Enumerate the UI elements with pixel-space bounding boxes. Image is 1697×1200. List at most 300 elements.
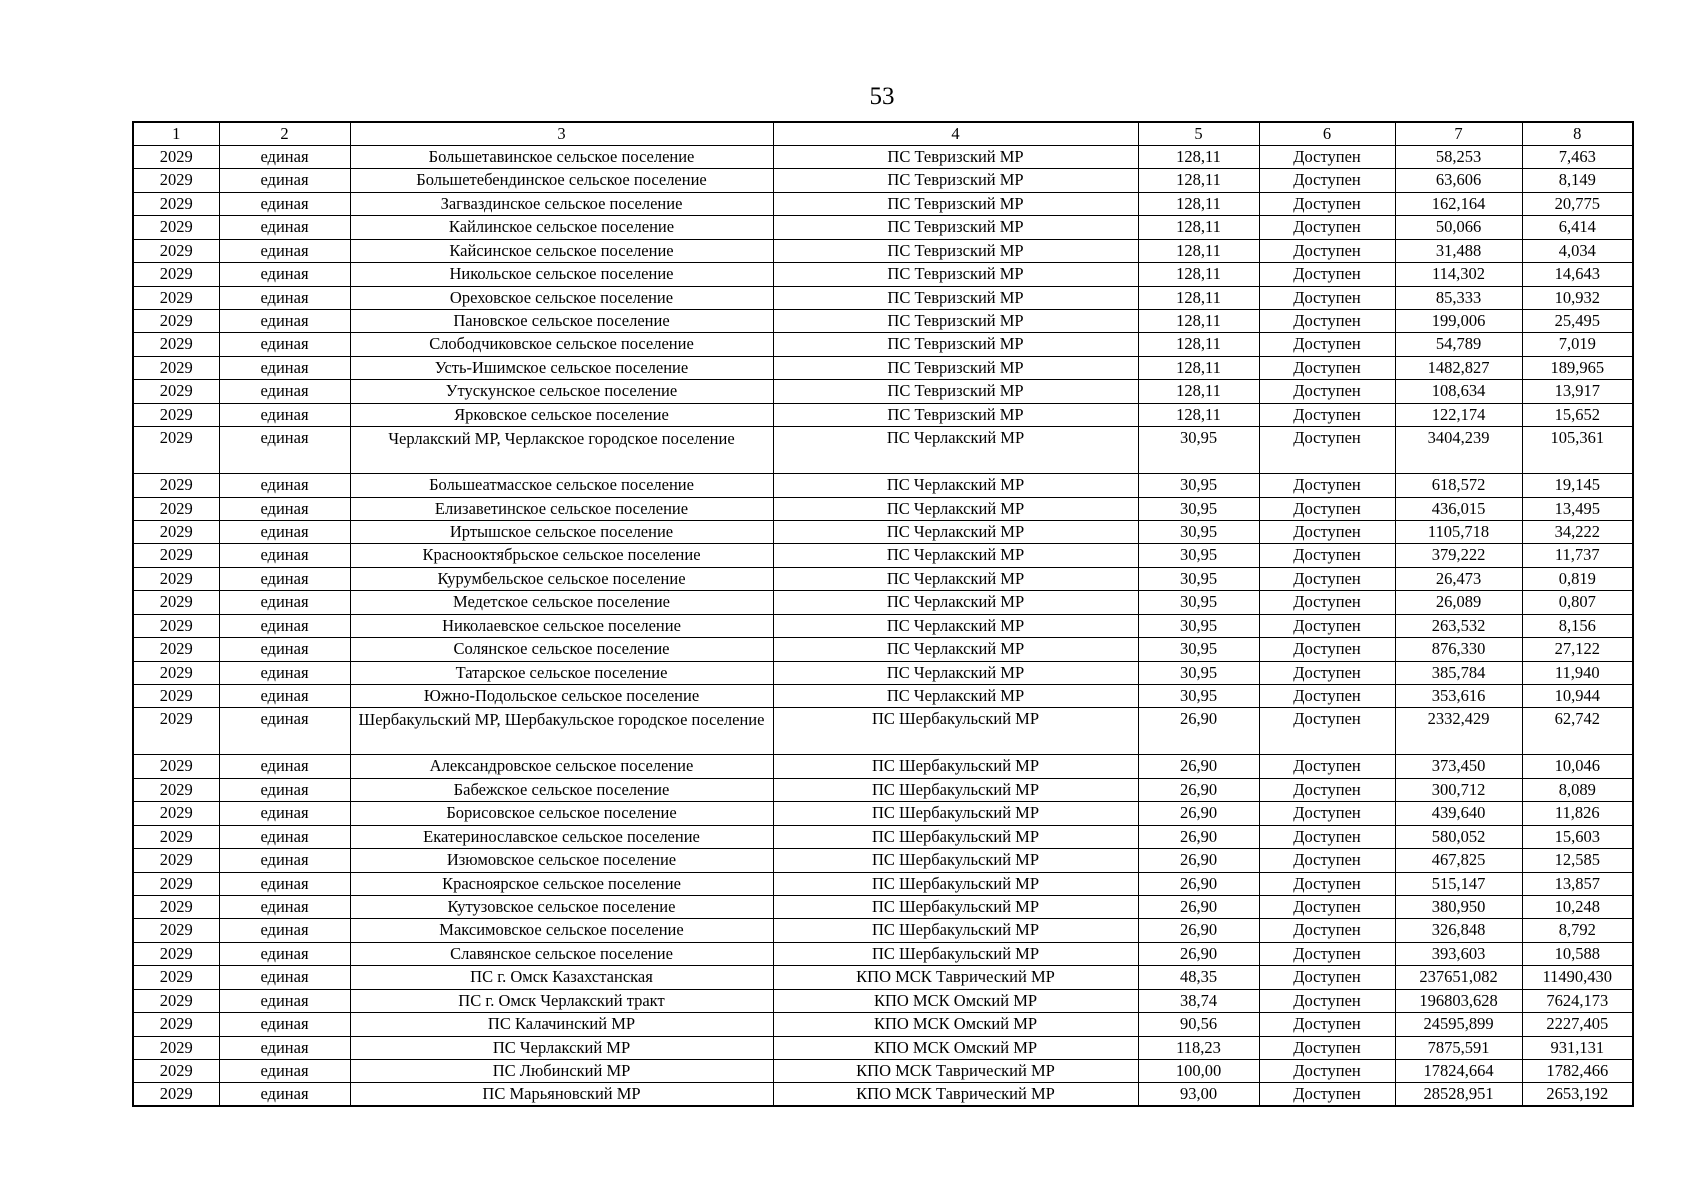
table-row [133, 966, 1633, 989]
cell-year: 2029 [133, 239, 219, 262]
table-row [133, 192, 1633, 215]
cell-type: единая [219, 872, 350, 895]
cell-status: Доступен [1259, 1013, 1395, 1036]
cell-settlement: Загваздинское сельское поселение [350, 192, 773, 215]
cell-value-8: 10,248 [1522, 895, 1633, 918]
cell-year: 2029 [133, 333, 219, 356]
cell-year: 2029 [133, 942, 219, 965]
cell-status: Доступен [1259, 497, 1395, 520]
cell-type: единая [219, 895, 350, 918]
cell-status: Доступен [1259, 520, 1395, 543]
cell-status: Доступен [1259, 544, 1395, 567]
cell-value-5: 48,35 [1138, 966, 1259, 989]
cell-value-7: 373,450 [1395, 755, 1522, 778]
table-body [133, 145, 1633, 1106]
cell-value-8: 7,463 [1522, 145, 1633, 168]
cell-year: 2029 [133, 802, 219, 825]
cell-type: единая [219, 708, 350, 755]
cell-value-7: 31,488 [1395, 239, 1522, 262]
cell-value-7: 85,333 [1395, 286, 1522, 309]
table-row [133, 356, 1633, 379]
table-row [133, 802, 1633, 825]
cell-value-7: 439,640 [1395, 802, 1522, 825]
cell-type: единая [219, 544, 350, 567]
cell-settlement: Южно-Подольское сельское поселение [350, 685, 773, 708]
cell-value-5: 128,11 [1138, 216, 1259, 239]
cell-value-5: 26,90 [1138, 942, 1259, 965]
cell-value-5: 128,11 [1138, 356, 1259, 379]
cell-value-5: 90,56 [1138, 1013, 1259, 1036]
cell-year: 2029 [133, 591, 219, 614]
table-row [133, 942, 1633, 965]
cell-status: Доступен [1259, 942, 1395, 965]
cell-type: единая [219, 661, 350, 684]
data-table [132, 121, 1634, 1107]
cell-type: единая [219, 474, 350, 497]
cell-value-7: 436,015 [1395, 497, 1522, 520]
cell-settlement: Курумбельское сельское поселение [350, 567, 773, 590]
cell-value-5: 30,95 [1138, 661, 1259, 684]
cell-status: Доступен [1259, 685, 1395, 708]
cell-source: ПС Шербакульский МР [773, 802, 1138, 825]
cell-type: единая [219, 1036, 350, 1059]
table-row [133, 403, 1633, 426]
cell-source: ПС Черлакский МР [773, 661, 1138, 684]
cell-source: КПО МСК Омский МР [773, 989, 1138, 1012]
cell-status: Доступен [1259, 849, 1395, 872]
table-row [133, 849, 1633, 872]
cell-status: Доступен [1259, 755, 1395, 778]
cell-source: ПС Черлакский МР [773, 474, 1138, 497]
cell-source: ПС Шербакульский МР [773, 778, 1138, 801]
cell-year: 2029 [133, 661, 219, 684]
cell-source: ПС Тевризский МР [773, 356, 1138, 379]
cell-source: ПС Черлакский МР [773, 497, 1138, 520]
cell-status: Доступен [1259, 333, 1395, 356]
cell-status: Доступен [1259, 474, 1395, 497]
table-row [133, 567, 1633, 590]
cell-status: Доступен [1259, 778, 1395, 801]
cell-settlement: Николаевское сельское поселение [350, 614, 773, 637]
cell-value-8: 11,940 [1522, 661, 1633, 684]
cell-status: Доступен [1259, 356, 1395, 379]
cell-status: Доступен [1259, 1060, 1395, 1083]
cell-status: Доступен [1259, 895, 1395, 918]
cell-year: 2029 [133, 286, 219, 309]
cell-settlement: Елизаветинское сельское поселение [350, 497, 773, 520]
cell-value-7: 385,784 [1395, 661, 1522, 684]
cell-value-7: 108,634 [1395, 380, 1522, 403]
cell-status: Доступен [1259, 872, 1395, 895]
cell-settlement: Усть-Ишимское сельское поселение [350, 356, 773, 379]
cell-value-5: 26,90 [1138, 755, 1259, 778]
cell-status: Доступен [1259, 239, 1395, 262]
cell-value-7: 199,006 [1395, 310, 1522, 333]
table-row [133, 638, 1633, 661]
table-row [133, 474, 1633, 497]
cell-value-7: 515,147 [1395, 872, 1522, 895]
cell-year: 2029 [133, 778, 219, 801]
cell-type: единая [219, 497, 350, 520]
cell-value-7: 24595,899 [1395, 1013, 1522, 1036]
table-row [133, 872, 1633, 895]
cell-status: Доступен [1259, 310, 1395, 333]
cell-value-5: 26,90 [1138, 895, 1259, 918]
cell-source: ПС Шербакульский МР [773, 755, 1138, 778]
cell-value-7: 28528,951 [1395, 1083, 1522, 1106]
cell-value-8: 8,156 [1522, 614, 1633, 637]
cell-value-5: 26,90 [1138, 778, 1259, 801]
cell-settlement: Татарское сельское поселение [350, 661, 773, 684]
cell-source: ПС Черлакский МР [773, 614, 1138, 637]
cell-value-5: 26,90 [1138, 825, 1259, 848]
cell-settlement: Ореховское сельское поселение [350, 286, 773, 309]
cell-value-8: 2227,405 [1522, 1013, 1633, 1036]
cell-year: 2029 [133, 755, 219, 778]
cell-source: ПС Черлакский МР [773, 591, 1138, 614]
table-row [133, 216, 1633, 239]
cell-value-5: 128,11 [1138, 403, 1259, 426]
cell-type: единая [219, 333, 350, 356]
cell-source: ПС Шербакульский МР [773, 825, 1138, 848]
cell-year: 2029 [133, 310, 219, 333]
header-row [133, 122, 1633, 145]
cell-settlement: Бабежское сельское поселение [350, 778, 773, 801]
cell-settlement: Кайсинское сельское поселение [350, 239, 773, 262]
cell-value-8: 10,588 [1522, 942, 1633, 965]
cell-year: 2029 [133, 825, 219, 848]
table-row [133, 263, 1633, 286]
cell-type: единая [219, 685, 350, 708]
cell-source: ПС Черлакский МР [773, 685, 1138, 708]
cell-source: ПС Тевризский МР [773, 216, 1138, 239]
cell-settlement: Большеатмасское сельское поселение [350, 474, 773, 497]
header-cell: 1 [133, 122, 219, 145]
cell-source: ПС Тевризский МР [773, 310, 1138, 333]
cell-year: 2029 [133, 966, 219, 989]
table-row [133, 778, 1633, 801]
cell-type: единая [219, 849, 350, 872]
cell-settlement: Иртышское сельское поселение [350, 520, 773, 543]
cell-value-7: 26,089 [1395, 591, 1522, 614]
cell-settlement: Кайлинское сельское поселение [350, 216, 773, 239]
cell-source: ПС Черлакский МР [773, 544, 1138, 567]
table-row [133, 1013, 1633, 1036]
cell-type: единая [219, 1083, 350, 1106]
cell-settlement: Ярковское сельское поселение [350, 403, 773, 426]
cell-source: ПС Тевризский МР [773, 403, 1138, 426]
cell-value-8: 8,089 [1522, 778, 1633, 801]
table-row [133, 825, 1633, 848]
cell-type: единая [219, 919, 350, 942]
cell-value-5: 93,00 [1138, 1083, 1259, 1106]
cell-value-5: 118,23 [1138, 1036, 1259, 1059]
cell-settlement: ПС Любинский МР [350, 1060, 773, 1083]
cell-value-8: 1782,466 [1522, 1060, 1633, 1083]
cell-settlement: Изюмовское сельское поселение [350, 849, 773, 872]
header-cell: 4 [773, 122, 1138, 145]
cell-type: единая [219, 778, 350, 801]
cell-value-5: 30,95 [1138, 567, 1259, 590]
cell-settlement: Никольское сельское поселение [350, 263, 773, 286]
table-row [133, 685, 1633, 708]
cell-value-7: 1482,827 [1395, 356, 1522, 379]
table-row [133, 169, 1633, 192]
cell-source: ПС Шербакульский МР [773, 942, 1138, 965]
cell-year: 2029 [133, 380, 219, 403]
table-row [133, 286, 1633, 309]
cell-settlement: Борисовское сельское поселение [350, 802, 773, 825]
header-cell: 7 [1395, 122, 1522, 145]
cell-source: ПС Тевризский МР [773, 286, 1138, 309]
cell-settlement: Большетебендинское сельское поселение [350, 169, 773, 192]
cell-status: Доступен [1259, 427, 1395, 474]
cell-value-5: 128,11 [1138, 263, 1259, 286]
header-cell: 6 [1259, 122, 1395, 145]
table-row [133, 708, 1633, 755]
cell-value-8: 931,131 [1522, 1036, 1633, 1059]
cell-status: Доступен [1259, 989, 1395, 1012]
table-row [133, 333, 1633, 356]
cell-value-8: 105,361 [1522, 427, 1633, 474]
cell-type: единая [219, 755, 350, 778]
table-row [133, 755, 1633, 778]
table-row [133, 497, 1633, 520]
cell-value-8: 7624,173 [1522, 989, 1633, 1012]
cell-value-7: 326,848 [1395, 919, 1522, 942]
cell-year: 2029 [133, 427, 219, 474]
cell-settlement: Кутузовское сельское поселение [350, 895, 773, 918]
cell-year: 2029 [133, 520, 219, 543]
cell-value-7: 3404,239 [1395, 427, 1522, 474]
cell-value-7: 63,606 [1395, 169, 1522, 192]
cell-source: ПС Тевризский МР [773, 263, 1138, 286]
cell-value-7: 380,950 [1395, 895, 1522, 918]
cell-value-7: 122,174 [1395, 403, 1522, 426]
cell-settlement: Шербакульский МР, Шербакульское городское поселение [350, 708, 773, 755]
cell-type: единая [219, 145, 350, 168]
cell-status: Доступен [1259, 661, 1395, 684]
cell-year: 2029 [133, 1060, 219, 1083]
table-row [133, 544, 1633, 567]
cell-settlement: Красноярское сельское поселение [350, 872, 773, 895]
table-row [133, 1036, 1633, 1059]
cell-type: единая [219, 403, 350, 426]
cell-type: единая [219, 942, 350, 965]
header-cell: 8 [1522, 122, 1633, 145]
cell-status: Доступен [1259, 919, 1395, 942]
cell-value-5: 30,95 [1138, 638, 1259, 661]
cell-value-7: 58,253 [1395, 145, 1522, 168]
cell-value-7: 2332,429 [1395, 708, 1522, 755]
cell-type: единая [219, 520, 350, 543]
cell-value-8: 19,145 [1522, 474, 1633, 497]
cell-value-8: 27,122 [1522, 638, 1633, 661]
cell-year: 2029 [133, 895, 219, 918]
cell-value-8: 8,149 [1522, 169, 1633, 192]
cell-type: единая [219, 239, 350, 262]
cell-type: единая [219, 263, 350, 286]
cell-value-5: 38,74 [1138, 989, 1259, 1012]
cell-value-8: 8,792 [1522, 919, 1633, 942]
cell-value-5: 26,90 [1138, 849, 1259, 872]
cell-settlement: Максимовское сельское поселение [350, 919, 773, 942]
cell-settlement: Черлакский МР, Черлакское городское поселение [350, 427, 773, 474]
cell-value-8: 11,737 [1522, 544, 1633, 567]
table-row [133, 520, 1633, 543]
cell-status: Доступен [1259, 802, 1395, 825]
cell-status: Доступен [1259, 145, 1395, 168]
cell-value-5: 26,90 [1138, 802, 1259, 825]
cell-source: КПО МСК Омский МР [773, 1036, 1138, 1059]
cell-value-7: 196803,628 [1395, 989, 1522, 1012]
cell-settlement: Медетское сельское поселение [350, 591, 773, 614]
cell-value-8: 189,965 [1522, 356, 1633, 379]
cell-year: 2029 [133, 403, 219, 426]
cell-source: ПС Шербакульский МР [773, 708, 1138, 755]
cell-value-5: 128,11 [1138, 286, 1259, 309]
cell-year: 2029 [133, 192, 219, 215]
cell-value-5: 30,95 [1138, 520, 1259, 543]
cell-type: единая [219, 989, 350, 1012]
cell-value-5: 26,90 [1138, 708, 1259, 755]
cell-value-7: 263,532 [1395, 614, 1522, 637]
cell-year: 2029 [133, 497, 219, 520]
cell-value-8: 2653,192 [1522, 1083, 1633, 1106]
table-row [133, 1083, 1633, 1106]
header-cell: 3 [350, 122, 773, 145]
cell-value-7: 114,302 [1395, 263, 1522, 286]
cell-value-7: 379,222 [1395, 544, 1522, 567]
cell-settlement: Пановское сельское поселение [350, 310, 773, 333]
cell-value-7: 17824,664 [1395, 1060, 1522, 1083]
cell-year: 2029 [133, 356, 219, 379]
cell-year: 2029 [133, 708, 219, 755]
cell-value-5: 26,90 [1138, 919, 1259, 942]
cell-value-8: 25,495 [1522, 310, 1633, 333]
cell-type: единая [219, 802, 350, 825]
cell-settlement: Слободчиковское сельское поселение [350, 333, 773, 356]
table-row [133, 310, 1633, 333]
page-number: 53 [869, 83, 895, 110]
cell-value-8: 20,775 [1522, 192, 1633, 215]
cell-value-7: 54,789 [1395, 333, 1522, 356]
cell-source: ПС Черлакский МР [773, 638, 1138, 661]
cell-value-8: 7,019 [1522, 333, 1633, 356]
cell-source: ПС Шербакульский МР [773, 895, 1138, 918]
cell-status: Доступен [1259, 192, 1395, 215]
cell-source: ПС Черлакский МР [773, 567, 1138, 590]
cell-year: 2029 [133, 638, 219, 661]
cell-status: Доступен [1259, 380, 1395, 403]
cell-source: ПС Тевризский МР [773, 333, 1138, 356]
cell-status: Доступен [1259, 825, 1395, 848]
table-row [133, 145, 1633, 168]
cell-status: Доступен [1259, 638, 1395, 661]
cell-value-5: 128,11 [1138, 239, 1259, 262]
cell-year: 2029 [133, 872, 219, 895]
cell-year: 2029 [133, 145, 219, 168]
cell-year: 2029 [133, 216, 219, 239]
cell-year: 2029 [133, 614, 219, 637]
cell-status: Доступен [1259, 263, 1395, 286]
cell-status: Доступен [1259, 614, 1395, 637]
table-row [133, 895, 1633, 918]
cell-value-8: 13,495 [1522, 497, 1633, 520]
cell-value-7: 162,164 [1395, 192, 1522, 215]
cell-year: 2029 [133, 989, 219, 1012]
cell-settlement: Екатеринославское сельское поселение [350, 825, 773, 848]
cell-value-5: 26,90 [1138, 872, 1259, 895]
cell-value-5: 128,11 [1138, 333, 1259, 356]
cell-status: Доступен [1259, 1036, 1395, 1059]
cell-source: КПО МСК Таврический МР [773, 1060, 1138, 1083]
cell-value-5: 30,95 [1138, 497, 1259, 520]
cell-value-7: 876,330 [1395, 638, 1522, 661]
table-row [133, 239, 1633, 262]
cell-value-5: 128,11 [1138, 310, 1259, 333]
cell-type: единая [219, 825, 350, 848]
cell-value-7: 580,052 [1395, 825, 1522, 848]
cell-value-8: 62,742 [1522, 708, 1633, 755]
cell-settlement: ПС Калачинский МР [350, 1013, 773, 1036]
cell-source: ПС Тевризский МР [773, 192, 1138, 215]
cell-value-7: 467,825 [1395, 849, 1522, 872]
cell-status: Доступен [1259, 1083, 1395, 1106]
cell-source: ПС Шербакульский МР [773, 919, 1138, 942]
cell-status: Доступен [1259, 567, 1395, 590]
cell-source: ПС Тевризский МР [773, 145, 1138, 168]
cell-value-7: 618,572 [1395, 474, 1522, 497]
cell-value-8: 13,917 [1522, 380, 1633, 403]
cell-type: единая [219, 380, 350, 403]
cell-settlement: Славянское сельское поселение [350, 942, 773, 965]
cell-value-8: 11,826 [1522, 802, 1633, 825]
cell-value-5: 128,11 [1138, 192, 1259, 215]
cell-value-5: 128,11 [1138, 145, 1259, 168]
table-row [133, 989, 1633, 1012]
cell-settlement: ПС г. Омск Казахстанская [350, 966, 773, 989]
cell-value-7: 300,712 [1395, 778, 1522, 801]
cell-value-5: 128,11 [1138, 380, 1259, 403]
cell-value-7: 393,603 [1395, 942, 1522, 965]
cell-year: 2029 [133, 1036, 219, 1059]
cell-value-7: 26,473 [1395, 567, 1522, 590]
cell-settlement: ПС Черлакский МР [350, 1036, 773, 1059]
cell-status: Доступен [1259, 216, 1395, 239]
cell-value-5: 30,95 [1138, 474, 1259, 497]
table-row [133, 614, 1633, 637]
cell-settlement: Солянское сельское поселение [350, 638, 773, 661]
cell-type: единая [219, 1013, 350, 1036]
cell-value-5: 30,95 [1138, 685, 1259, 708]
cell-settlement: Большетавинское сельское поселение [350, 145, 773, 168]
cell-settlement: Утускунское сельское поселение [350, 380, 773, 403]
cell-settlement: ПС Марьяновский МР [350, 1083, 773, 1106]
header-cell: 2 [219, 122, 350, 145]
cell-value-8: 34,222 [1522, 520, 1633, 543]
cell-type: единая [219, 356, 350, 379]
cell-value-8: 15,652 [1522, 403, 1633, 426]
cell-type: единая [219, 1060, 350, 1083]
cell-status: Доступен [1259, 591, 1395, 614]
cell-status: Доступен [1259, 403, 1395, 426]
cell-value-8: 0,819 [1522, 567, 1633, 590]
cell-status: Доступен [1259, 966, 1395, 989]
cell-value-5: 30,95 [1138, 591, 1259, 614]
cell-value-8: 12,585 [1522, 849, 1633, 872]
cell-source: КПО МСК Таврический МР [773, 966, 1138, 989]
